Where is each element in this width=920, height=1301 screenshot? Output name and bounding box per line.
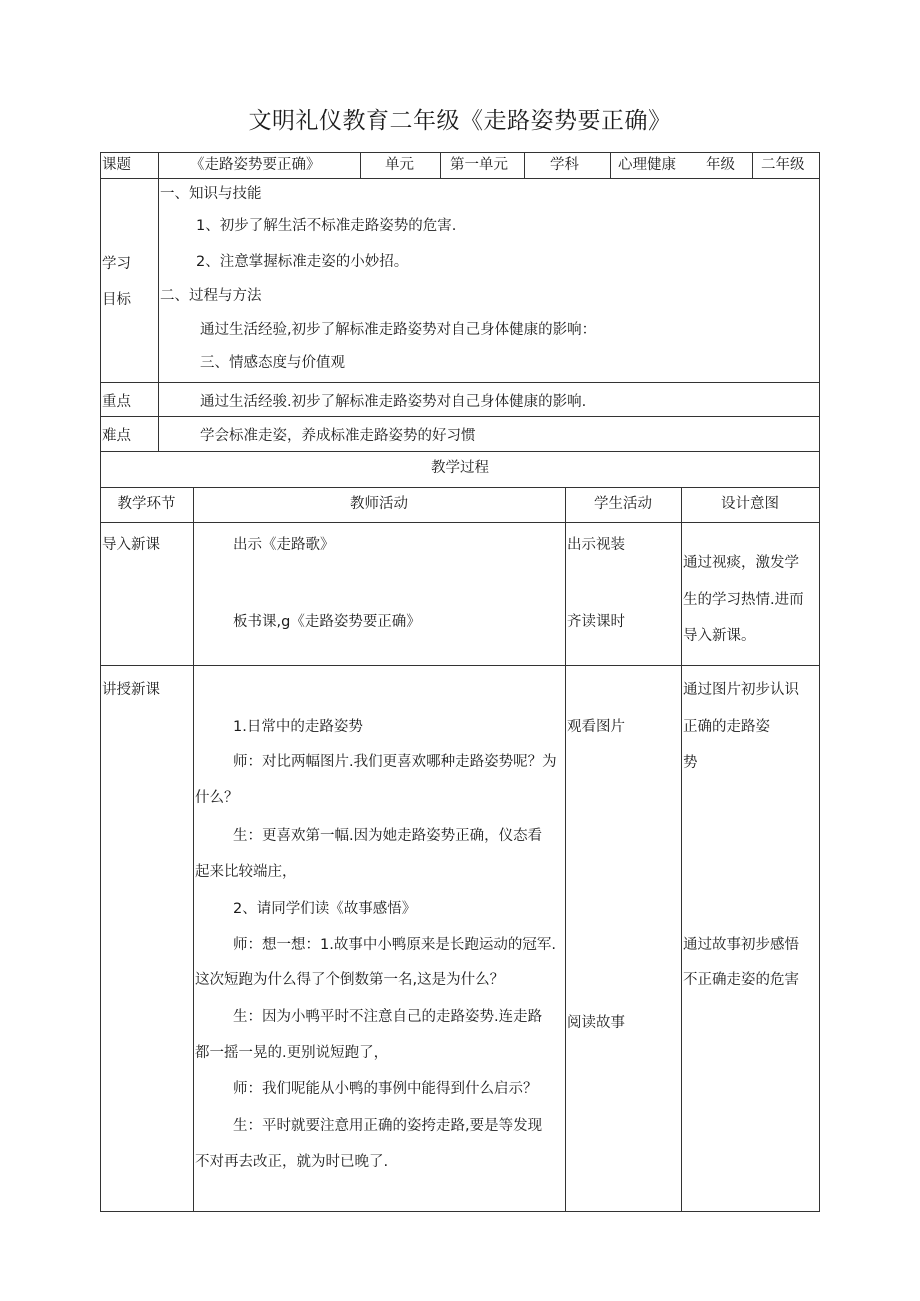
lecture-student-line: 观看图片	[567, 719, 625, 735]
objectives-label-line2: 目标	[102, 292, 131, 308]
intro-teacher-line: 板书课,g《走路姿势要正确》	[233, 614, 421, 630]
subject-label: 学科	[550, 157, 579, 173]
column-header-teacher: 教师活动	[350, 496, 408, 512]
unit-label: 单元	[385, 157, 414, 173]
lecture-design-line: 不正确走姿的危害	[683, 972, 799, 988]
lecture-teacher-line: 2、请同学们读《故事感悟》	[233, 901, 417, 917]
lecture-teacher-line: 师：对比两幅图片.我们更喜欢哪种走路姿势呢？为	[233, 754, 557, 770]
lecture-teacher-line: 师：我们呢能从小鸭的事例中能得到什么启示？	[233, 1081, 538, 1097]
intro-design-line: 导入新课。	[683, 628, 756, 644]
topic-value: 《走路姿势要正确》	[190, 157, 321, 173]
objective-line: 三、情感态度与价值观	[200, 355, 345, 371]
intro-student-line: 齐读课时	[567, 614, 625, 630]
objective-line: 二、过程与方法	[160, 288, 262, 304]
lecture-teacher-line: 什么？	[195, 790, 239, 806]
column-header-design: 设计意图	[721, 496, 779, 512]
lecture-teacher-line: 生：平时就要注意用正确的姿挎走路,要是等发现	[233, 1118, 543, 1134]
lecture-design-line: 通过故事初步感悟	[683, 937, 799, 953]
difficulty-text: 学会标准走姿，养成标准走路姿势的好习惯	[200, 428, 476, 444]
objective-line: 一、知识与技能	[160, 186, 262, 202]
intro-design-line: 通过视痰，激发学	[683, 555, 799, 571]
topic-label: 课题	[102, 157, 131, 173]
grade-value: 二年级	[761, 157, 805, 173]
lecture-student-line: 阅读故事	[567, 1015, 625, 1031]
objective-line: 通过生活经验,初步了解标准走路姿势对自己身体健康的影响：	[200, 322, 597, 338]
lecture-design-line: 势	[683, 755, 698, 771]
difficulty-label: 难点	[102, 428, 131, 444]
lecture-teacher-line: 这次短跑为什么得了个倒数第一名,这是为什么？	[195, 972, 505, 988]
unit-value: 第一单元	[450, 157, 508, 173]
intro-student-line: 出示视装	[567, 537, 625, 553]
column-header-student: 学生活动	[594, 496, 652, 512]
lecture-teacher-line: 都一摇一晃的.更别说短跑了，	[195, 1045, 389, 1061]
key-point-text: 通过生活经骏.初步了解标准走路姿势对自己身体健康的影响.	[200, 394, 587, 410]
process-title: 教学过程	[431, 460, 489, 476]
lecture-design-line: 通过图片初步认识	[683, 682, 799, 698]
objectives-label-line1: 学习	[102, 256, 131, 272]
column-header-stage: 教学环节	[117, 496, 176, 512]
lecture-design-line: 正确的走路姿	[683, 719, 770, 735]
intro-teacher-line: 出示《走路歌》	[233, 537, 335, 553]
lecture-teacher-line: 生：更喜欢第一幅.因为她走路姿势正确，仪态看	[233, 828, 543, 844]
objective-line: 1、初步了解生活不标准走路姿势的危害.	[196, 218, 457, 234]
document-title: 文明礼仪教育二年级《走路姿势要正确》	[248, 108, 672, 134]
subject-value: 心理健康	[618, 157, 676, 173]
lecture-teacher-line: 起来比较端庄，	[195, 864, 297, 880]
lecture-teacher-line: 不对再去改正，就为时已晚了.	[195, 1154, 389, 1170]
intro-stage: 导入新课	[102, 537, 160, 553]
lecture-stage: 讲授新课	[102, 682, 160, 698]
lecture-teacher-line: 生：因为小鸭平时不注意自己的走路姿势.连走路	[233, 1009, 543, 1025]
lecture-teacher-line: 师：想一想：1.故事中小鸭原来是长跑运动的冠军.	[233, 937, 556, 953]
objective-line: 2、注意掌握标准走姿的小妙招。	[196, 254, 409, 270]
key-point-label: 重点	[102, 394, 131, 410]
lecture-teacher-line: 1.日常中的走路姿势	[233, 719, 363, 735]
grade-label: 年级	[706, 157, 735, 173]
intro-design-line: 生的学习热情.进而	[683, 592, 804, 608]
